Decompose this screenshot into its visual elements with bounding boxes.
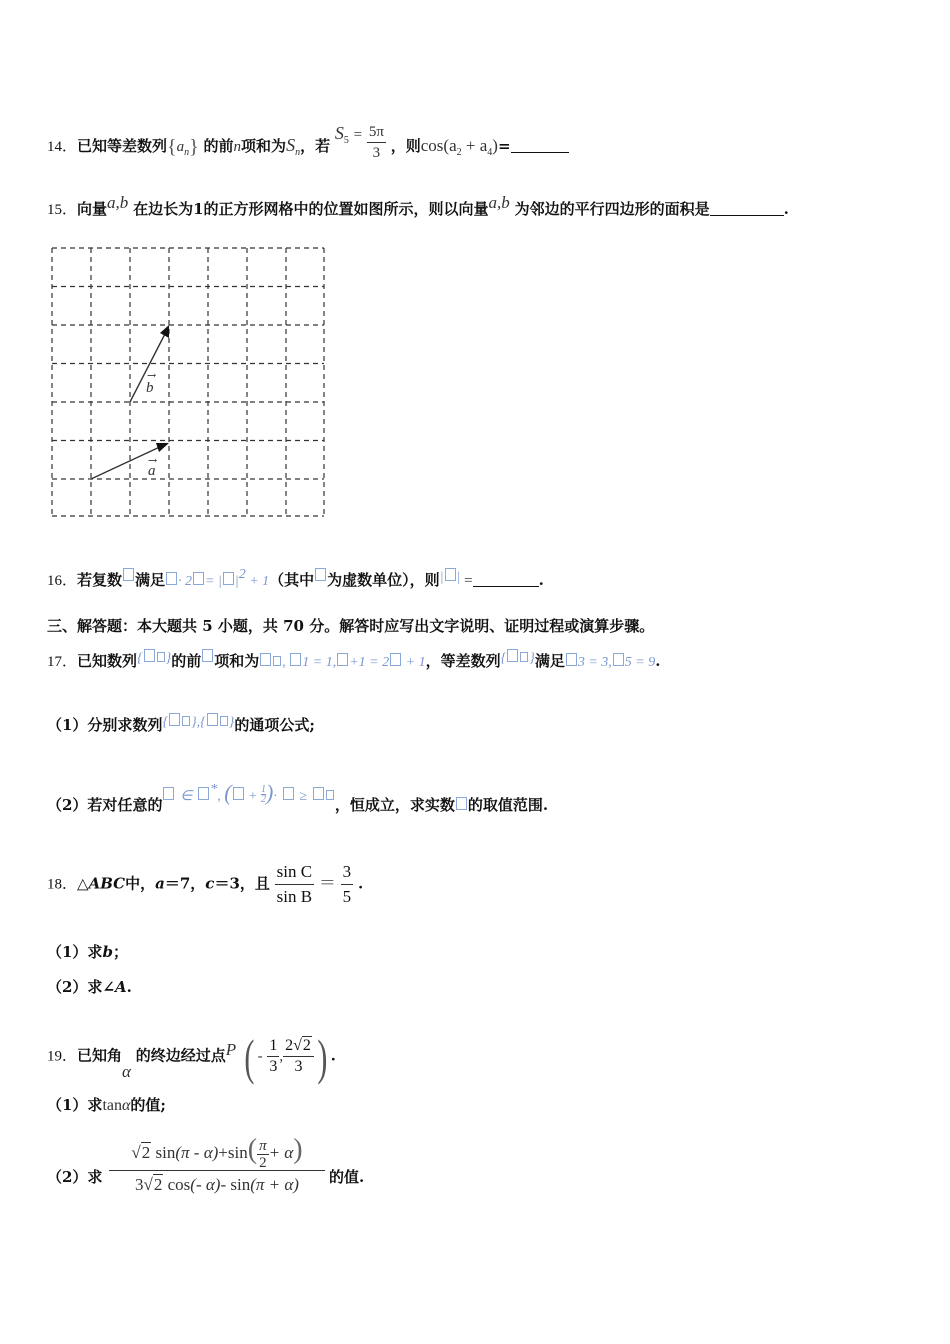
q17-text-3: 项和为 (214, 652, 260, 670)
question-19 (47, 1028, 336, 1085)
q19-f2-coef: 2 (285, 1037, 294, 1054)
q17-p2-ge: ≥ (299, 789, 308, 804)
q18-end: . (357, 874, 364, 893)
q14-frac-den: 3 (372, 145, 381, 161)
q17-text-2: 的前 (171, 652, 202, 670)
q19-pi-d: 2 (259, 1154, 267, 1171)
q18-p1-label: （1）求 (47, 943, 103, 961)
q14-cos: cos(a (420, 136, 457, 155)
q17-p2-b-box (313, 787, 324, 800)
q19-denominator: 3√2 cos(- α)- sin(π + α) (135, 1175, 299, 1194)
q16-z-box-3 (223, 572, 234, 585)
q18-text-2: 中， (125, 874, 156, 893)
q17-p2-half-n: 1 (261, 784, 266, 795)
q15-one: 1 (193, 200, 204, 218)
q17-cond-b5: 5 = 9 (624, 655, 656, 670)
q17-box-b-sub (520, 652, 528, 662)
q17-part-1 (47, 714, 315, 738)
q17-cond-1: 1 = 1, (302, 655, 337, 670)
q17-p2-N-box (198, 787, 209, 800)
q19-f2-d: 3 (294, 1058, 303, 1075)
q18-number: 18． (47, 876, 78, 893)
q19-den-coef: 3 (135, 1175, 144, 1194)
q17-box-a-sub (157, 652, 165, 662)
q16-sq: 2 (238, 567, 246, 582)
q16-z-box-2 (166, 572, 177, 585)
q14-fraction (367, 122, 386, 163)
q16-text-3: （其中 (269, 571, 315, 589)
q14-S5-sub: 5 (343, 135, 349, 146)
vector-b-arrow-mark: → (147, 369, 157, 382)
q19-minus: - (257, 1048, 263, 1065)
q14-n-sub: n (184, 147, 190, 158)
q19-tan: tan (102, 1097, 122, 1114)
q19-frac-1 (267, 1036, 279, 1077)
q19-num-plus: + (218, 1143, 228, 1162)
vector-a-label: a (148, 463, 156, 479)
q19-p1-end: 的值; (130, 1096, 166, 1114)
q18-p2-end: . (126, 978, 132, 996)
q15-text-4: 为邻边的平行四边形的面积是 (514, 200, 710, 218)
q17-text-5: 满足 (534, 652, 565, 670)
q17-p2-label: （2）若对任意的 (47, 796, 163, 814)
q16-text-2: 满足 (135, 571, 166, 589)
q16-expr-2: = | (205, 574, 222, 589)
q15-text-2: 在边长为 (133, 200, 194, 218)
q16-expr-3: | (234, 574, 239, 589)
q15-text-1: 向量 (77, 200, 108, 218)
q17-p2-dot: · (273, 789, 277, 804)
q18-sin-fraction (275, 860, 314, 909)
q17-p1-box-b-sub (220, 716, 228, 726)
q17-cond-2: +1 = 2 (349, 655, 390, 670)
q17-p1-end: 的通项公式; (234, 716, 315, 734)
q19-alpha: α (122, 1061, 131, 1081)
q19-paren-close: ) (317, 1028, 328, 1085)
q17-text-4: ，等差数列 (425, 652, 501, 670)
q15-number: 15． (47, 202, 78, 218)
q14-sub2: 2 (456, 147, 462, 158)
q15-ab-2: a,b (488, 193, 510, 212)
q17-part-2 (47, 780, 549, 818)
q19-f2-root: 2 (302, 1037, 311, 1054)
q17-a1-box (290, 653, 301, 666)
q19-p1-label: （1）求 (47, 1096, 103, 1114)
q14-text-2: 的前 (203, 137, 234, 155)
q14-S-sub: n (295, 147, 301, 158)
q18-frac-num: sin C (275, 860, 314, 885)
q17-S-sub-box (273, 656, 281, 666)
q18-p1-b: b (102, 943, 113, 961)
q18-part-2 (47, 976, 132, 998)
q19-pi-n: π (259, 1137, 267, 1154)
q17-p1-box-a (169, 713, 180, 726)
q14-n: n (233, 139, 242, 155)
q19-num-sin1: sin (155, 1143, 176, 1162)
vector-diagram (50, 246, 326, 518)
q16-expr-1: · 2 (178, 574, 193, 589)
q19-den-cos: cos (167, 1175, 191, 1194)
q14-S: S (286, 135, 296, 155)
q14-S5: S (334, 123, 344, 143)
q16-z-box (123, 568, 134, 581)
q16-i-box-2 (315, 568, 326, 581)
q14-text-3: 项和为 (241, 137, 287, 155)
q17-p2-end2: 的取值范围. (467, 796, 549, 814)
q16-expr-4: + 1 (245, 574, 270, 589)
q19-den-sqrt: 2 (153, 1175, 163, 1194)
question-17: 17．已知数列{ }的前 项和为 , 1 = 1, +1 = 2 + 1，等差数列{ }满足 3 = 3, 5 = 9. (47, 651, 661, 670)
q14-sub4: 4 (487, 147, 493, 158)
q14-a-n: a (176, 139, 185, 155)
q19-frac-2 (283, 1036, 314, 1077)
q19-text-1: 已知角 (77, 1046, 123, 1065)
q17-p2-S-box (233, 787, 244, 800)
q16-eq: = (460, 573, 473, 589)
q19-num-sqrt: 2 (141, 1143, 151, 1162)
q18-ratio-den: 5 (342, 887, 352, 906)
q19-f1-n: 1 (267, 1036, 279, 1057)
q19-numerator: √2 sin(π - α)+sin( $\frac{\pi}{2}$ + α) (109, 1130, 325, 1171)
q17-S-box (260, 653, 271, 666)
dashed-grid (52, 248, 324, 516)
q17-p2-end: ，恒成立，求实数 (334, 796, 455, 814)
q16-text-4: 为虚数单位），则 (327, 571, 440, 589)
q16-answer-blank[interactable] (473, 570, 539, 587)
question-16 (47, 564, 544, 593)
q17-p2-formula: ∈ *, ( + $\frac{1}{2}$ )· ≥ (162, 786, 334, 804)
q18-ratio-fraction (341, 860, 354, 909)
q17-p2-n-box (163, 787, 174, 800)
q14-close: ) (492, 136, 498, 155)
q14-text-5: ，则 (390, 137, 421, 155)
question-14 (47, 122, 569, 164)
q14-brace-close: } (189, 136, 199, 158)
q19-den-arg1: (- α) (190, 1175, 221, 1194)
q18-p1-end: ； (112, 943, 128, 961)
q16-abs-close: | (456, 570, 461, 585)
q19-f1-d: 3 (269, 1058, 278, 1075)
q14-eq: = (353, 127, 363, 143)
section-heading: 三、解答题：本大题共 5 小题，共 70 分。解答时应写出文字说明、证明过程或演算步骤。 (47, 617, 655, 635)
q14-frac-num: 5π (367, 122, 386, 143)
q14-text-6: = (497, 137, 511, 155)
vector-a-arrowhead (156, 443, 169, 452)
q19-p1-alpha: α (121, 1097, 131, 1114)
q17-box-b (507, 649, 518, 662)
q18-eq: ＝ (318, 873, 336, 893)
q18-triangle: △ (77, 874, 89, 893)
q18-c-val: ＝3，且 (214, 874, 270, 893)
q14-plus: + a (461, 136, 488, 155)
q14-brace-open: { (167, 136, 177, 158)
q17-cond-3: + 1 (402, 655, 426, 670)
q19-number: 19． (47, 1048, 78, 1065)
q19-comma: , (279, 1048, 284, 1065)
q16-abs-open: | (439, 570, 444, 585)
q14-text-1: 已知等差数列 (77, 137, 168, 155)
q17-p1-box-b (207, 713, 218, 726)
q16-text-1: 若复数 (77, 571, 123, 589)
q17-n-box (202, 649, 213, 662)
q15-end: . (783, 200, 789, 218)
q16-z-box-4 (445, 568, 456, 581)
q19-num-pi-frac (257, 1138, 269, 1171)
q18-c: c (205, 874, 215, 893)
q17-end: . (655, 652, 661, 670)
q19-den-arg2: (π + α) (250, 1175, 299, 1194)
q19-big-fraction (109, 1130, 325, 1199)
q15-answer-blank[interactable] (710, 199, 784, 216)
q17-p2-b-sub (326, 790, 334, 800)
q18-part-1 (47, 941, 128, 963)
q19-paren-open: ( (244, 1028, 255, 1085)
q15-text-3: 的正方形网格中的位置如图所示，则以向量 (203, 200, 489, 218)
q17-p2-k-box-2 (456, 797, 467, 810)
q17-p1-box-a-sub (182, 716, 190, 726)
q17-text-1: 已知数列 (77, 652, 138, 670)
q17-p2-star: * (210, 782, 218, 797)
q19-den-sin: sin (230, 1175, 251, 1194)
q17-S-box-2 (390, 653, 401, 666)
vector-b-label: b (146, 380, 154, 396)
q17-p2-in: ∈ (180, 789, 193, 804)
q17-p2-half-d: 2 (261, 794, 266, 805)
q17-number: 17． (47, 654, 78, 670)
q17-seq-a: { } (137, 651, 172, 666)
q19-part-1 (47, 1094, 166, 1117)
q17-a-box (337, 653, 348, 666)
question-15 (47, 193, 789, 221)
q19-num-arg1: (π - α) (175, 1143, 219, 1162)
q19-P: P (225, 1039, 237, 1059)
q16-end: . (538, 571, 544, 589)
q19-den-minus: - (220, 1175, 227, 1194)
q18-ABC: ABC (88, 874, 126, 893)
q19-text-2: 的终边经过点 (135, 1046, 226, 1065)
vector-a-arrow-mark: → (148, 454, 158, 467)
q18-p2-label: （2）求∠ (47, 978, 116, 996)
q17-seq-b: { } (500, 651, 535, 666)
q19-end: . (330, 1046, 336, 1065)
q17-cond-b3: 3 = 3, (577, 655, 612, 670)
q18-frac-den: sin B (276, 887, 313, 906)
q16-number: 16． (47, 573, 78, 589)
q19-p2-end: 的值. (329, 1168, 365, 1186)
q16-i-box (193, 572, 204, 585)
q17-p2-k-box (283, 787, 294, 800)
question-18 (47, 860, 363, 909)
q17-p1-label: （1）分别求数列 (47, 716, 163, 734)
q19-num-plus-a: + α (268, 1143, 294, 1162)
q17-box-a (144, 649, 155, 662)
q14-number: 14． (47, 139, 78, 155)
q18-ratio-num: 3 (341, 860, 354, 885)
q18-a: a (155, 874, 165, 893)
q19-p2-label: （2）求 (47, 1168, 103, 1186)
q14-text-4: ，若 (300, 137, 331, 155)
q19-f2-n: 2√2 (283, 1036, 314, 1057)
q18-a-val: ＝7， (164, 874, 206, 893)
q17-b5-box (613, 653, 624, 666)
q15-ab-1: a,b (107, 193, 129, 212)
q17-p1-seqs: { },{ } (162, 715, 235, 730)
q19-num-sin2: sin (227, 1143, 248, 1162)
q18-p2-A: A (115, 978, 127, 996)
q14-answer-blank[interactable] (511, 136, 569, 153)
q17-b3-box (566, 653, 577, 666)
grid-svg (50, 246, 326, 518)
